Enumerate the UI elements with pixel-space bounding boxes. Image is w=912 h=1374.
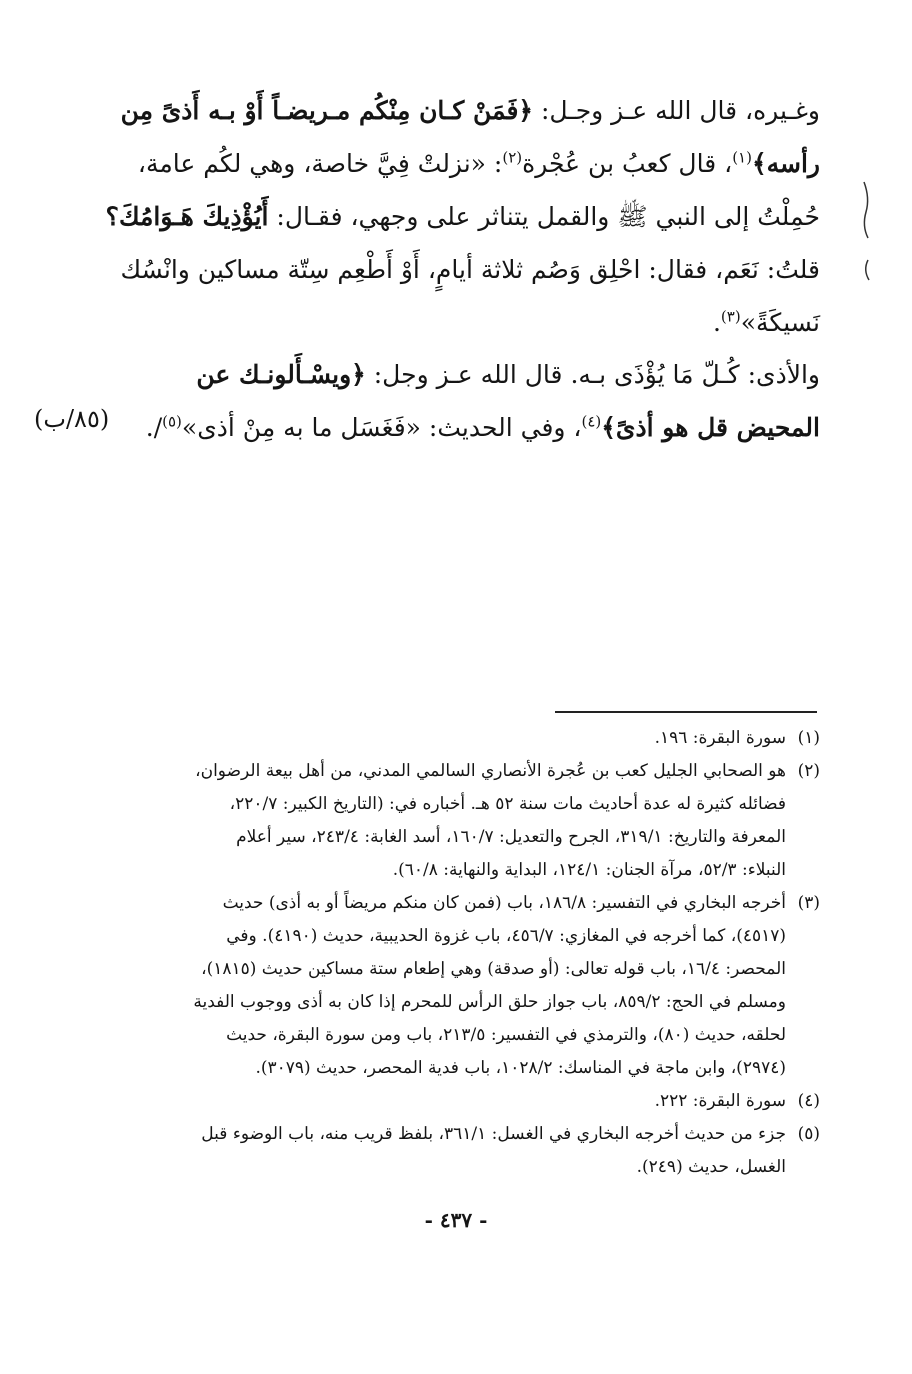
text-run: ، وفي الحديث: «فَغَسَل ما به مِنْ أذى» (181, 413, 582, 442)
footnote-line: فضائله كثيرة له عدة أحاديث مات سنة ٥٢ هـ. أخباره في: (التاريخ الكبير: ٢٢٠/٧، (229, 794, 786, 814)
paragraph-1 (105, 84, 820, 349)
footnote-line: ومسلم في الحج: ٨٥٩/٢، باب جواز حلق الرأس للمحرم إذا كان به أذى ووجوب الفدية (193, 992, 786, 1012)
footnote-5 (128, 1118, 820, 1184)
footnote-line: الغسل، حديث (٢٤٩). (636, 1157, 786, 1177)
text-run: /. (145, 413, 163, 442)
footnote-4 (128, 1085, 820, 1118)
footnote-2 (128, 755, 820, 887)
footnote-line: جزء من حديث أخرجه البخاري في الغسل: ٣٦١/١، بلفظ قريب منه، باب الوضوء قبل (201, 1124, 786, 1144)
text-run: وغـيره، قال الله عـز وجـل: (533, 96, 820, 125)
text-run: قلتُ: نَعَم، فقال: احْلِق وَصُم ثلاثة أيامٍ، أَوْ أَطْعِم سِتّة مساكين وانْسُك (120, 255, 820, 284)
footnote-text (128, 722, 786, 755)
footnotes (128, 722, 820, 1184)
footnote-text (128, 1085, 786, 1118)
text-run: ، قال كعبُ بن عُجْرة (522, 149, 733, 178)
footnote-1 (128, 722, 820, 755)
footnote-line: سورة البقرة: ٢٢٢. (654, 1091, 786, 1111)
hadith-quote: أَيُؤْذِيكَ هَـوَامُكَ؟ (105, 202, 269, 231)
scan-artifact (860, 258, 874, 282)
quran-quote: ﴿فَمَنْ كـان مِنْكُم مـريضـاً أَوْ بـه أَذىً مِن (120, 96, 534, 125)
footnote-line: هو الصحابي الجليل كعب بن عُجرة الأنصاري السالمي المدني، من أهل بيعة الرضوان، (195, 761, 786, 781)
quran-quote: رأسه﴾ (751, 149, 820, 178)
paragraph-2-line-2 (128, 401, 820, 454)
footnote-3 (128, 887, 820, 1085)
paragraph-2-line-1 (128, 348, 820, 401)
footnote-number: (٢) (797, 761, 820, 781)
paragraph-2 (128, 348, 820, 454)
footnote-separator (555, 711, 817, 713)
footnote-ref[interactable]: (٣) (720, 307, 741, 326)
paragraph-1-line-3 (105, 190, 820, 243)
footnote-line: المحصر: ١٦/٤، باب قوله تعالى: (أو صدقة) وهي إطعام ستة مساكين حديث (١٨١٥)، (201, 959, 786, 979)
page-number: - ٤٣٧ - (424, 1208, 488, 1232)
footnote-line: (٤٥١٧)، كما أخرجه في المغازي: ٤٥٦/٧، باب غزوة الحديبية، حديث (٤١٩٠). وفي (226, 926, 786, 946)
text-run: حُمِلْتُ إلى النبي ﷺ والقمل يتناثر على وجهي، فقـال: (268, 202, 820, 231)
footnote-ref[interactable]: (٢) (502, 148, 523, 167)
footnote-text (128, 755, 786, 887)
scan-artifact (860, 180, 874, 240)
quran-quote: ﴿ويسْـأَلونـك عن (196, 360, 366, 389)
footnote-number: (٤) (797, 1091, 820, 1111)
footnote-line: المعرفة والتاريخ: ٣١٩/١، الجرح والتعديل: ١٦٠/٧، أسد الغابة: ٢٤٣/٤، سير أعلام (236, 827, 786, 847)
footnote-line: النبلاء: ٥٢/٣، مرآة الجنان: ١٢٤/١، البداية والنهاية: ٦٠/٨). (392, 860, 786, 880)
paragraph-1-line-5 (128, 296, 820, 349)
text-run: . (712, 308, 721, 337)
paragraph-1-line-1 (120, 84, 820, 137)
footnote-number: (١) (797, 728, 820, 748)
footnote-number: (٥) (797, 1124, 820, 1144)
text-run: نَسيكَةً» (740, 308, 820, 337)
footnote-line: أخرجه البخاري في التفسير: ١٨٦/٨، باب (فمن كان منكم مريضاً أو به أذى) حديث (222, 893, 786, 913)
paragraph-1-line-2 (128, 137, 820, 190)
footnote-line: سورة البقرة: ١٩٦. (654, 728, 786, 748)
text-run: : «نزلتْ فِيَّ خاصة، وهي لكُم عامة، (137, 149, 503, 178)
footnote-text (128, 1118, 786, 1184)
footnote-ref[interactable]: (٤) (581, 412, 602, 431)
quran-quote: المحيض قل هو أذىً﴾ (601, 413, 820, 442)
text-run: والأذى: كُـلّ مَا يُؤْذَى بـه. قال الله عـز وجل: (365, 360, 820, 389)
footnote-number: (٣) (797, 893, 820, 913)
footnote-line: لحلقه، حديث (٨٠)، والترمذي في التفسير: ٢١٣/٥، باب ومن سورة البقرة، حديث (226, 1025, 786, 1045)
footnote-ref[interactable]: (٥) (162, 412, 182, 431)
footnote-ref[interactable]: (١) (732, 148, 752, 167)
footnote-line: (٢٩٧٤)، وابن ماجة في المناسك: ١٠٢٨/٢، باب فدية المحصر، حديث (٣٠٧٩). (255, 1058, 786, 1078)
footnote-text (128, 887, 786, 1085)
manuscript-folio-note: (٨٥/ب) (34, 405, 110, 433)
paragraph-1-line-4 (120, 243, 820, 296)
